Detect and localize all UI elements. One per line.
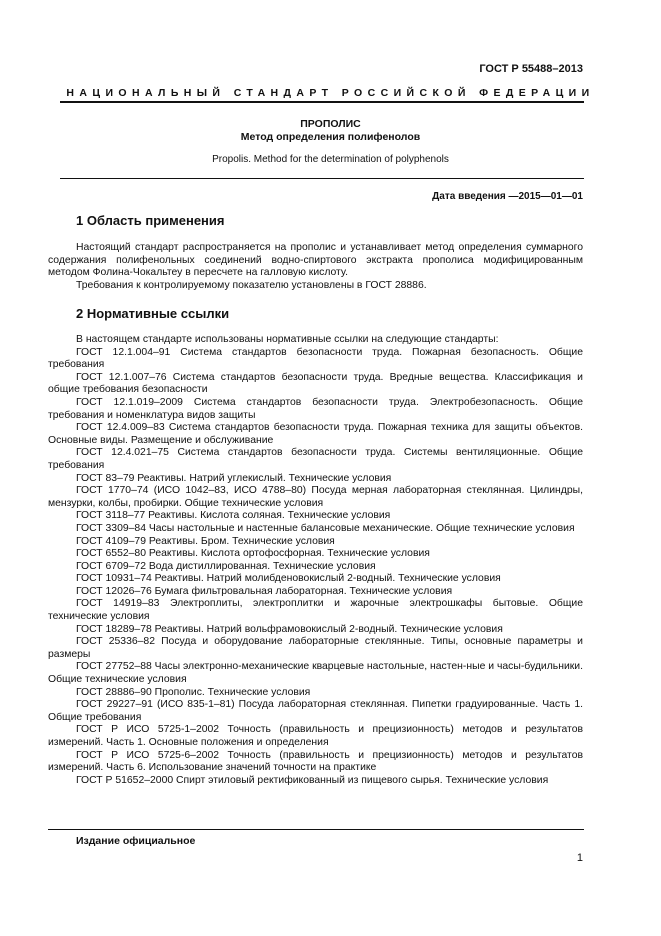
reference-item: ГОСТ 12.4.009–83 Система стандартов безопасности труда. Пожарная техника для защиты объектов. Основные виды. Размещение и обслуживание xyxy=(48,422,583,446)
official-edition-label: Издание официальное xyxy=(76,835,196,847)
reference-item: ГОСТ Р ИСО 5725-1–2002 Точность (правильность и прецизионность) методов и результатов измерений. Часть 1. Основные положения и определения xyxy=(48,724,583,748)
reference-item: ГОСТ 29227–91 (ИСО 835-1–81) Посуда лабораторная стеклянная. Пипетки градуированные. Часть 1. Общие требования xyxy=(48,699,583,723)
effective-date: Дата введения —2015—01—01 xyxy=(432,191,583,202)
section-1-paragraph: Требования к контролируемому показателю установлены в ГОСТ 28886. xyxy=(76,279,427,291)
standard-banner: НАЦИОНАЛЬНЫЙ СТАНДАРТ РОССИЙСКОЙ ФЕДЕРАЦИИ xyxy=(66,87,595,99)
section-1-heading: 1 Область применения xyxy=(76,213,225,228)
reference-item: ГОСТ 12026–76 Бумага фильтровальная лабораторная. Технические условия xyxy=(76,585,453,597)
document-code: ГОСТ Р 55488–2013 xyxy=(479,63,583,75)
reference-item: ГОСТ 25336–82 Посуда и оборудование лабораторные стеклянные. Типы, основные параметры и размеры xyxy=(48,636,583,660)
section-1-body xyxy=(48,242,583,292)
reference-item: ГОСТ 83–79 Реактивы. Натрий углекислый. Технические условия xyxy=(76,472,392,484)
english-title: Propolis. Method for the determination of polyphenols xyxy=(212,154,449,165)
reference-item: ГОСТ 1770–74 (ИСО 1042–83, ИСО 4788–80) Посуда мерная лабораторная стеклянная. Цилиндры, мензурки, колбы, пробирки. Общие технические условия xyxy=(48,485,583,509)
reference-item: ГОСТ 6552–80 Реактивы. Кислота ортофосфорная. Технические условия xyxy=(76,548,430,560)
reference-item: ГОСТ 10931–74 Реактивы. Натрий молибденовокислый 2-водный. Технические условия xyxy=(76,573,501,585)
reference-item: ГОСТ Р 51652–2000 Спирт этиловый ректификованный из пищевого сырья. Технические условия xyxy=(76,774,549,786)
reference-item: ГОСТ 18289–78 Реактивы. Натрий вольфрамовокислый 2-водный. Технические условия xyxy=(76,623,503,635)
header-divider xyxy=(60,101,584,103)
reference-item: ГОСТ 6709–72 Вода дистиллированная. Технические условия xyxy=(76,560,376,572)
reference-item: ГОСТ 12.1.019–2009 Система стандартов безопасности труда. Электробезопасность. Общие требования и номенклатура видов защиты xyxy=(48,396,583,421)
reference-item: ГОСТ 28886–90 Прополис. Технические условия xyxy=(76,686,311,698)
reference-item: ГОСТ 14919–83 Электроплиты, электроплитки и жарочные электрошкафы бытовые. Общие технические условия xyxy=(48,598,583,623)
section-2-intro: В настоящем стандарте использованы нормативные ссылки на следующие стандарты: xyxy=(76,334,499,345)
reference-item: ГОСТ 3118–77 Реактивы. Кислота соляная. Технические условия xyxy=(76,510,391,522)
reference-item: ГОСТ 3309–84 Часы настольные и настенные балансовые механические. Общие технические условия xyxy=(76,522,575,534)
footer-divider xyxy=(48,829,584,830)
section-1-paragraph: Настоящий стандарт распространяется на прополис и устанавливает метод определения суммарного содержания полифенольных соединений водно-спиртового экстракта прополиса модифицированным методом Фолина-Чокальтеу в пересчете на галловую кислоту. xyxy=(48,242,583,279)
reference-item: ГОСТ 12.1.004–91 Система стандартов безопасности труда. Пожарная безопасность. Общие требования xyxy=(48,346,583,371)
title-divider xyxy=(60,178,584,179)
reference-item: ГОСТ 27752–88 Часы электронно-механические кварцевые настольные, настен-ные и часы-будильники. Общие технические условия xyxy=(48,661,583,686)
section-2-body xyxy=(48,334,583,787)
page-number: 1 xyxy=(576,852,583,864)
document-title: ПРОПОЛИС xyxy=(300,118,361,130)
reference-item: ГОСТ 12.1.007–76 Система стандартов безопасности труда. Вредные вещества. Классификация и общие требования безопасности xyxy=(48,371,583,396)
reference-item: ГОСТ Р ИСО 5725-6–2002 Точность (правильность и прецизионность) методов и результатов измерений. Часть 6. Использование значений точности на практике xyxy=(48,749,583,774)
reference-item: ГОСТ 12.4.021–75 Система стандартов безопасности труда. Системы вентиляционные. Общие требования xyxy=(48,447,583,471)
document-subtitle: Метод определения полифенолов xyxy=(240,131,421,143)
reference-item: ГОСТ 4109–79 Реактивы. Бром. Технические условия xyxy=(76,535,335,547)
section-2-heading: 2 Нормативные ссылки xyxy=(76,306,230,321)
